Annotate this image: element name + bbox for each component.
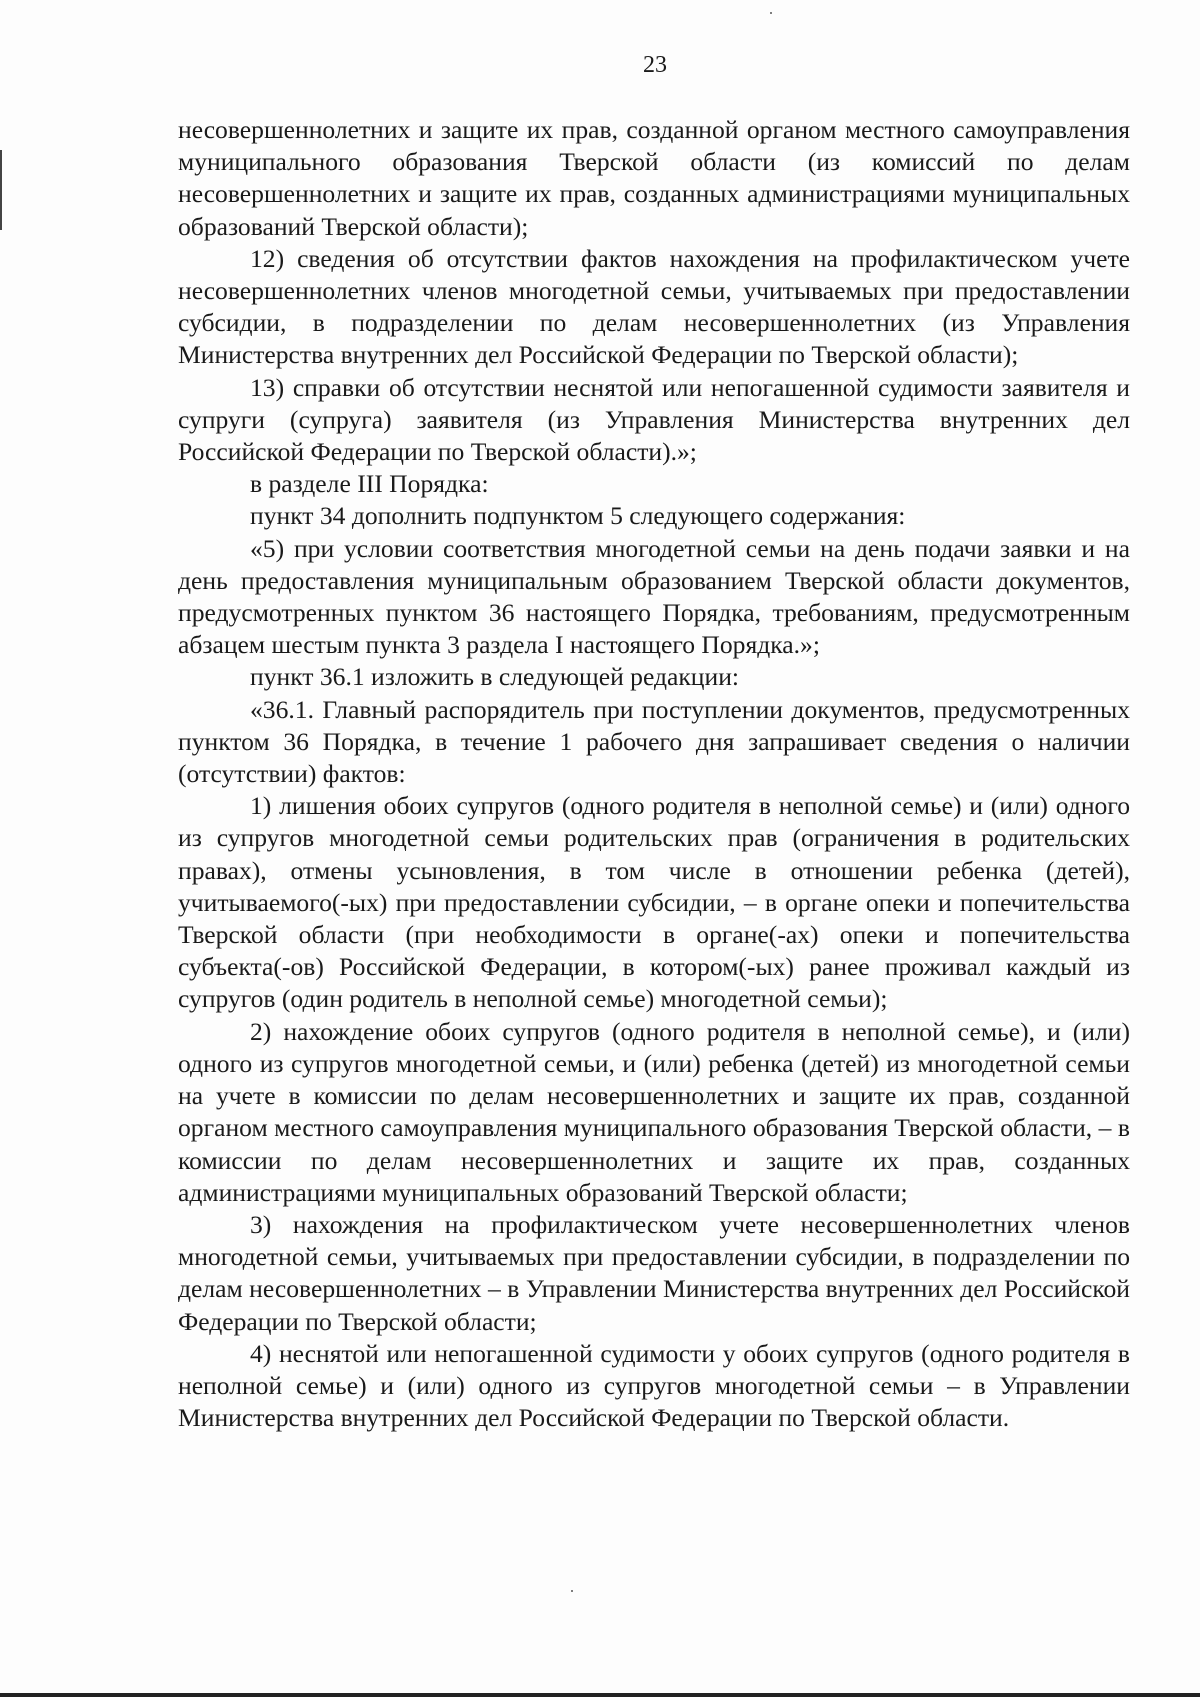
paragraph-item-13: 13) справки об отсутствии неснятой или непогашенной судимости заявителя и супруги (супруга) заявителя (из Управления Министерства внутренних дел Российской Федерации по Тверской области).»; [178,372,1130,467]
scan-edge-bottom [0,1693,1200,1697]
document-body [178,114,1130,1434]
scan-edge-left [0,150,2,230]
paragraph-fact-2: 2) нахождение обоих супругов (одного родителя в неполной семье), и (или) одного из супругов многодетной семьи, и (или) ребенка (детей) из многодетной семьи на учете в комиссии по делам несовершеннолетних и защите их прав, созданной органом местного самоуправления муниципального образования Тверской области, – в комиссии по делам несовершеннолетних и защите их прав, созданных администрациями муниципальных образований Тверской области; [178,1016,1130,1207]
paragraph-point-34: пункт 34 дополнить подпунктом 5 следующего содержания: [250,501,906,531]
paragraph-item-12: 12) сведения об отсутствии фактов нахождения на профилактическом учете несовершеннолетних членов многодетной семьи, учитываемых при предоставлении субсидии, в подразделении по делам несовершеннолетних (из Управления Министерства внутренних дел Российской Федерации по Тверской области); [178,243,1130,370]
scan-speck [571,1590,573,1592]
scan-speck [770,12,772,14]
paragraph-fact-4: 4) неснятой или непогашенной судимости у обоих супругов (одного родителя в неполной семье) и (или) одного из супругов многодетной семьи – в Управлении Министерства внутренних дел Российской Федерации по Тверской области. [178,1338,1130,1433]
paragraph-fact-3: 3) нахождения на профилактическом учете несовершеннолетних членов многодетной семьи, учитываемых при предоставлении субсидии, в подразделении по делам несовершеннолетних – в Управлении Министерства внутренних дел Российской Федерации по Тверской области; [178,1209,1130,1336]
paragraph-point-36-1: пункт 36.1 изложить в следующей редакции: [250,662,740,692]
page-number: 23 [643,52,667,78]
paragraph-subpoint-5: «5) при условии соответствия многодетной семьи на день подачи заявки и на день предоставления муниципальным образованием Тверской области документов, предусмотренных пунктом 36 настоящего Порядка, требованиям, предусмотренным абзацем шестым пункта 3 раздела I настоящего Порядка.»; [178,533,1130,660]
paragraph-fact-1: 1) лишения обоих супругов (одного родителя в неполной семье) и (или) одного из супругов многодетной семьи родительских прав (ограничения в родительских правах), отмены усыновления, в том числе в отношении ребенка (детей), учитываемого(-ых) при предоставлении субсидии, – в органе опеки и попечительства Тверской области (при необходимости в органе(-ах) опеки и попечительства субъекта(-ов) Российской Федерации, в котором(-ых) ранее проживал каждый из супругов (один родитель в неполной семье) многодетной семьи); [178,791,1130,1014]
paragraph-continuation: несовершеннолетних и защите их прав, созданной органом местного самоуправления муниципального образования Тверской области (из комиссий по делам несовершеннолетних и защите их прав, созданных администрациями муниципальных образований Тверской области); [178,115,1130,241]
paragraph-section-iii: в разделе III Порядка: [250,469,489,499]
paragraph-36-1-text: «36.1. Главный распорядитель при поступлении документов, предусмотренных пунктом 36 Порядка, в течение 1 рабочего дня запрашивает сведения о наличии (отсутствии) фактов: [178,694,1130,789]
